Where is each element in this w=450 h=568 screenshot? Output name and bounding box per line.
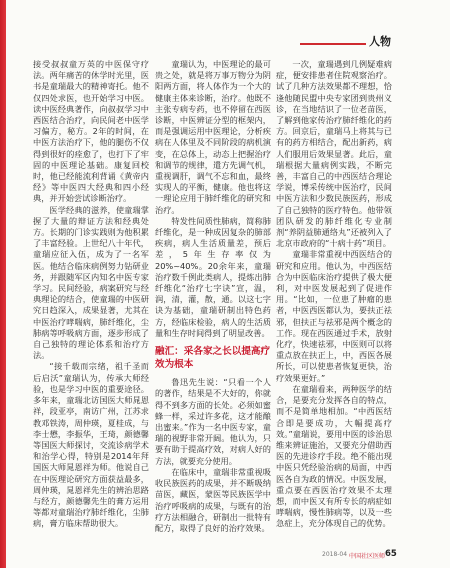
article-paragraph: 在临床中，童瑞非常重视吸收民族医药的成果，并不断吸纳苗医，藏医，蒙医等民族医学中治疗呼吸病的成果，与既有的治疗方法相融合，研制出一批特有配方，取得了良好的治疗效果。 [155, 466, 271, 533]
article-paragraph: 童瑞认为，中医理论的最可贵之处，就是将万事万物分为阴阳两方面，将人体作为一个大的健康主体来诊断，治疗。他既不主张专病专药，也不停留在西医诊断，中医辨证分型的框架内，而是强调运用中医理论，分析疾病在人体里及不同阶段的病机演变，在总体上，动态上把握治疗和调节的规律，遣方先调气机，重视调肝，调气不忘和血，最终实现人的平衡，健康。他也将这一理论应用于肺纤维化的研究和治疗。 [155, 59, 271, 215]
article-column-1 [33, 59, 149, 530]
page-edge-bar [0, 0, 6, 568]
issue-date: 2018-04 [322, 551, 348, 558]
journal-name: 中国社区医师 [349, 553, 386, 560]
section-title: 人物 [369, 35, 391, 48]
section-subheading: 融汇：采各家之长以提高疗效为根本 [155, 346, 271, 370]
article-paragraph: 童瑞非常重视中西医结合的研究和应用。他认为，中西医结合为中医临床治疗提供了极大便利，对中医发展起到了促进作用。“比如，一位患了肿瘤的患者，中医西医都认为，要扶正祛邪，但扶正与祛邪是两个概念的工作。现在西医通过手术，放射化疗，快速祛邪，中医则可以将重点放在扶正上，中，西医各展所长，可以使患者恢复更快，治疗效果更好。” [276, 249, 392, 383]
article-paragraph: 鲁迅先生说：“只看一个人的著作，结果是不大好的，你就得不到多方面的长处。必须如蜜蜂一样，采过许多花，这才能酿出蜜来。”作为一名中医专家，童瑞的视野非常开阔。他认为，只要有助于提高疗效，对病人好的方法，就要充分使用。 [155, 377, 271, 466]
article-column-2 [155, 59, 271, 534]
article-paragraph: 医学经典的滋养，使童瑞掌握了大量的辩证方法和经典处方。长期的门诊实践则为他积累了丰富经验。上世纪八十年代，童瑞应征入伍，成为了一名军医。他结合临床病例努力钻研业务，并跟随军区内知名中医专家学习。民间经验，病案研究与经典理论的结合，使童瑞的中医研究日趋深入，成果显著，尤其在中医治疗哮喘病，肺纤维化，尘肺病等呼吸病方面，逐步形成了自己独特的理论体系和治疗方法。 [33, 204, 149, 361]
page-footer [318, 549, 396, 561]
page-number: 65 [385, 549, 397, 559]
article-paragraph: “接千载而宗绪，祖千圣而后启沃”童瑞认为，传承大师经验，也是学习中医的重要途径。多年来，童瑞北访国医大师晁恩祥，段亚亭，南访广州，江苏求教邓铁涛，周仲瑛，夏桂成，与李士懋，李振华，王琦，颜德馨等国医大师探讨，交流诊病学术和治学心得，特别是2014年拜国医大师晁恩祥为师。他说自己在中医理论研究方面获益最多，周仲瑛，晁恩祥先生的辨治思路与经方，颜德馨先生的膏方运用等都对童瑞治疗肺纤维化，尘肺病，膏方临床帮助很大。 [33, 361, 149, 529]
section-header-rule [300, 43, 366, 45]
article-paragraph: 特发性间质性肺病，简称肺纤维化，是一种成因复杂的肺部疾病，病人生活质量差，预后差，5年生存率仅为20%~40%。20余年来，童瑞治疗数千例此类病人，提炼出肺纤维化“治疗七字诀”宣，温，润，清，灌，散，通。以这七字诀为基础，童瑞研制出特色药方，经临床检验，病人的生活质量和生存时间得到了明显改善。 [155, 215, 271, 338]
article-paragraph: 在童瑞看来，两种医学的结合，是要充分发挥各自的特点，而不是简单地相加。“中西医结合即是要成功，大幅提高疗效。”童瑞说，要用中医的诊治思维来辨证施治，又要充分借助西医的先进诊疗手段。绝不能出现中医只凭经验治病的局面，中西医各自为政的情况。中医发展，重点要在西医治疗效果不太理想，而中医又有所专长的病症如哮喘病，慢性肺病等，以及一些急症上，充分体现自己的优势。 [276, 383, 392, 529]
article-paragraph: 接受叔叔童万英的中医保守疗法。两年痛苦的休学时光里，医书是童瑞最大的精神寄托。他不仅四处求医，也开始学习中医。读中医经典著作，向叔叔学习中西医结合治疗，向民间老中医学习偏方，秘方。2年的时间，在中医方法治疗下，他的腿伤不仅得到很好的痊愈了，也打下了牢固的中医理论基础。康复回校时，他已经能流利背诵《黄帝内经》等中医四大经典和四小经典，并开始尝试诊断治疗。 [33, 59, 149, 204]
article-column-3 [276, 59, 392, 530]
article-paragraph: 一次，童瑞遇到几例疑难病症，便安排患者住院观察治疗。试了几种方法效果都不理想，恰逢他随民盟中央专家团到贵州义诊，在当地结识了一位老苗医，了解到他家传治疗肺纤维化的药方。回京后，童瑞马上将其与已有的药方相结合，配出新药，病人们服用后效果显著。此后，童瑞根据大量病例实践，不断完善，丰富自己的中西医结合理论学说，博采传统中医治疗，民间中医方法和少数民族医药，形成了自己独特的医疗特色。他带领团队研发的肺纤维化专业制剂“养阴益肺通络丸”还被列入了北京市政府的“十病十药”项目。 [276, 59, 392, 249]
